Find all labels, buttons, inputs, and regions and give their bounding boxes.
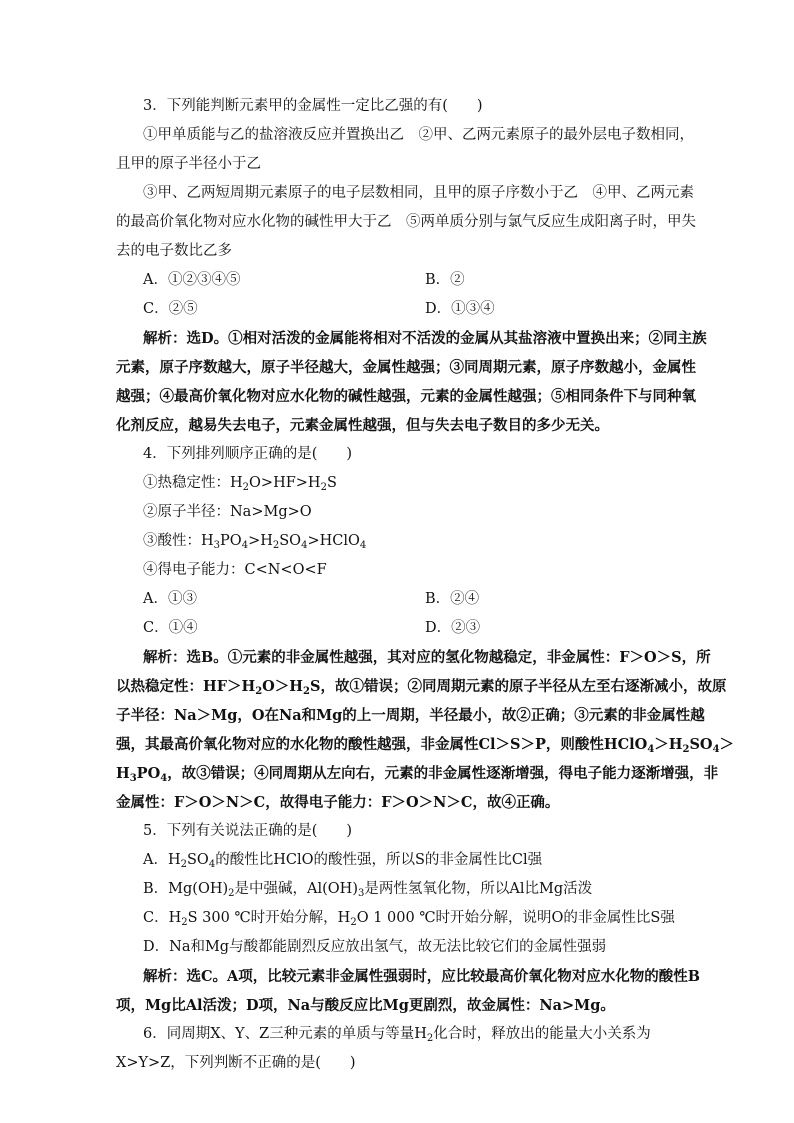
q6-stem-text: 化合时，释放出的能量大小关系为 (433, 1026, 651, 1042)
q4-answer-1: 解析：选B。①元素的非金属性越强，其对应的氢化物越稳定，非金属性：F＞O＞S，所 (143, 649, 711, 666)
q4-answer-2-text: S，故①错误；②同周期元素的原子半径从左至右逐渐减小，故原 (309, 678, 727, 695)
subscript: 4 (359, 540, 367, 551)
q4-item-3-text: >H (248, 533, 273, 549)
q5-option-b (116, 875, 726, 904)
q3-stem: 3．下列能判断元素甲的金属性一定比乙强的有( ) (143, 98, 483, 114)
q3-answer-3: 越强；④最高价氧化物对应水化物的碱性越强，元素的金属性越强；⑤相同条件下与同种氧 (116, 388, 696, 405)
q4-answer-4-text: SO (689, 736, 713, 753)
q3-answer-2: 元素，原子序数越大，原子半径越大，金属性越强；③同周期元素，原子序数越小，金属性 (116, 359, 696, 376)
q4-item-1 (116, 469, 726, 498)
q4-answer-5 (116, 759, 726, 788)
q6-stem-text: 6．同周期X、Y、Z三种元素的单质与等量H (143, 1026, 427, 1042)
q4-item-2: ②原子半径：Na>Mg>O (143, 504, 312, 520)
q6-stem-2: X>Y>Z，下列判断不正确的是( ) (116, 1055, 356, 1071)
q3-line-1: ①甲单质能与乙的盐溶液反应并置换出乙 ②甲、乙两元素原子的最外层电子数相同， (143, 127, 694, 143)
q5-option-a-text: 的酸性比HClO的酸性强，所以S的非金属性比Cl强 (215, 852, 543, 868)
q5-answer-1: 解析：选C。A项，比较元素非金属性强弱时，应比较最高价氧化物对应水化物的酸性B (143, 968, 701, 985)
subscript: 4 (160, 773, 168, 784)
q4-item-1-text: S (326, 475, 337, 491)
q4-item-3-text: >HClO (307, 533, 360, 549)
q3-option-b: B．② (425, 272, 465, 288)
q3-option-d: D．①③④ (425, 301, 495, 317)
q4-option-a: A．①③ (143, 591, 197, 607)
q5-option-b-text: 是两性氢氧化物，所以Al比Mg活泼 (364, 881, 593, 897)
q4-options-row-2 (116, 614, 726, 643)
q3-line-3: ③甲、乙两短周期元素原子的电子层数相同，且甲的原子序数小于乙 ④甲、乙两元素 (143, 185, 694, 201)
subscript: 2 (682, 744, 690, 755)
subscript: 4 (208, 859, 216, 870)
q3-line-4: 的最高价氧化物对应水化物的碱性甲大于乙 ⑤两单质分别与氯气反应生成阳离子时，甲失 (116, 214, 696, 230)
q4-answer-5-text: PO (136, 765, 161, 782)
subscript: 2 (228, 888, 235, 899)
q4-item-4: ④得电子能力：C<N<O<F (143, 562, 327, 578)
subscript: 2 (320, 482, 327, 493)
q4-answer-6: 金属性：F＞O＞N＞C，故得电子能力：F＞O＞N＞C，故④正确。 (116, 794, 560, 811)
q4-item-3-text: ③酸性：H (143, 533, 214, 549)
q4-answer-5-text: H (116, 765, 130, 782)
q5-option-b-text: B．Mg(OH) (143, 881, 229, 897)
subscript: 2 (255, 686, 263, 697)
q5-answer-2: 项，Mg比Al活泼；D项，Na与酸反应比Mg更剧烈，故金属性：Na>Mg。 (116, 997, 615, 1014)
q4-answer-4 (116, 730, 735, 759)
subscript: 2 (181, 917, 188, 928)
q4-option-d: D．②③ (425, 620, 481, 636)
q3-options-row-1 (116, 266, 726, 295)
q3-option-a: A．①②③④⑤ (143, 272, 241, 288)
q3-line-5: 去的电子数比乙多 (116, 243, 232, 259)
subscript: 4 (241, 540, 249, 551)
q3-answer-1: 解析：选D。①相对活泼的金属能将相对不活泼的金属从其盐溶液中置换出来；②同主族 (143, 330, 707, 347)
subscript: 2 (426, 1033, 434, 1044)
q3-answer-4: 化剂反应，越易失去电子，元素金属性越强，但与失去电子数目的多少无关。 (116, 417, 609, 434)
q3-options-row-2 (116, 295, 726, 324)
q4-item-3 (116, 527, 726, 556)
q4-answer-2 (116, 672, 726, 701)
q4-answer-2-text: 以热稳定性：HF＞H (116, 678, 256, 695)
subscript: 2 (180, 859, 187, 870)
q5-option-b-text: 是中强碱，Al(OH) (234, 881, 358, 897)
q4-answer-3: 子半径：Na＞Mg，O在Na和Mg的上一周期，半径最小，故②正确；③元素的非金属性越 (116, 707, 705, 724)
q4-answer-4-text: ＞ (719, 736, 735, 753)
subscript: 2 (350, 917, 357, 928)
q5-option-c-text: O 1 000 ℃时开始分解，说明O的非金属性比S强 (356, 910, 675, 926)
q3-line-2: 且甲的原子半径小于乙 (116, 156, 261, 172)
q4-answer-4-text: 强，其最高价氧化物对应的水化物的酸性越强，非金属性Cl＞S＞P，则酸性HClO (116, 736, 648, 753)
q4-option-c: C．①④ (143, 620, 198, 636)
subscript: 4 (647, 744, 655, 755)
q4-stem: 4．下列排列顺序正确的是( ) (143, 446, 353, 462)
q6-stem-1 (116, 1020, 726, 1049)
q5-option-a-text: SO (187, 852, 209, 868)
q4-item-1-text: ①热稳定性：H (143, 475, 243, 491)
subscript: 3 (213, 540, 221, 551)
q5-option-c (116, 904, 726, 933)
q5-option-c-text: S 300 ℃时开始分解，H (187, 910, 351, 926)
subscript: 2 (242, 482, 250, 493)
subscript: 2 (303, 686, 310, 697)
q4-answer-2-text: O＞H (262, 678, 304, 695)
subscript: 2 (272, 540, 280, 551)
q4-item-3-text: SO (279, 533, 302, 549)
q4-options-row-1 (116, 585, 726, 614)
q4-option-b: B．②④ (425, 591, 480, 607)
q5-option-d: D．Na和Mg与酸都能剧烈反应放出氢气，故无法比较它们的金属性强弱 (143, 939, 607, 955)
q4-answer-4-text: ＞H (654, 736, 683, 753)
q5-option-a-text: A．H (143, 852, 181, 868)
q3-option-c: C．②⑤ (143, 301, 198, 317)
q5-option-a (116, 846, 726, 875)
q4-item-1-text: O>HF>H (249, 475, 321, 491)
q4-answer-5-text: ，故③错误；④同周期从左向右，元素的非金属性逐渐增强，得电子能力逐渐增强，非 (167, 765, 719, 782)
subscript: 3 (357, 888, 365, 899)
subscript: 4 (712, 744, 720, 755)
q4-item-3-text: PO (220, 533, 242, 549)
subscript: 4 (301, 540, 308, 551)
q5-option-c-text: C．H (143, 910, 182, 926)
q5-stem: 5．下列有关说法正确的是( ) (143, 823, 353, 839)
subscript: 3 (129, 773, 137, 784)
